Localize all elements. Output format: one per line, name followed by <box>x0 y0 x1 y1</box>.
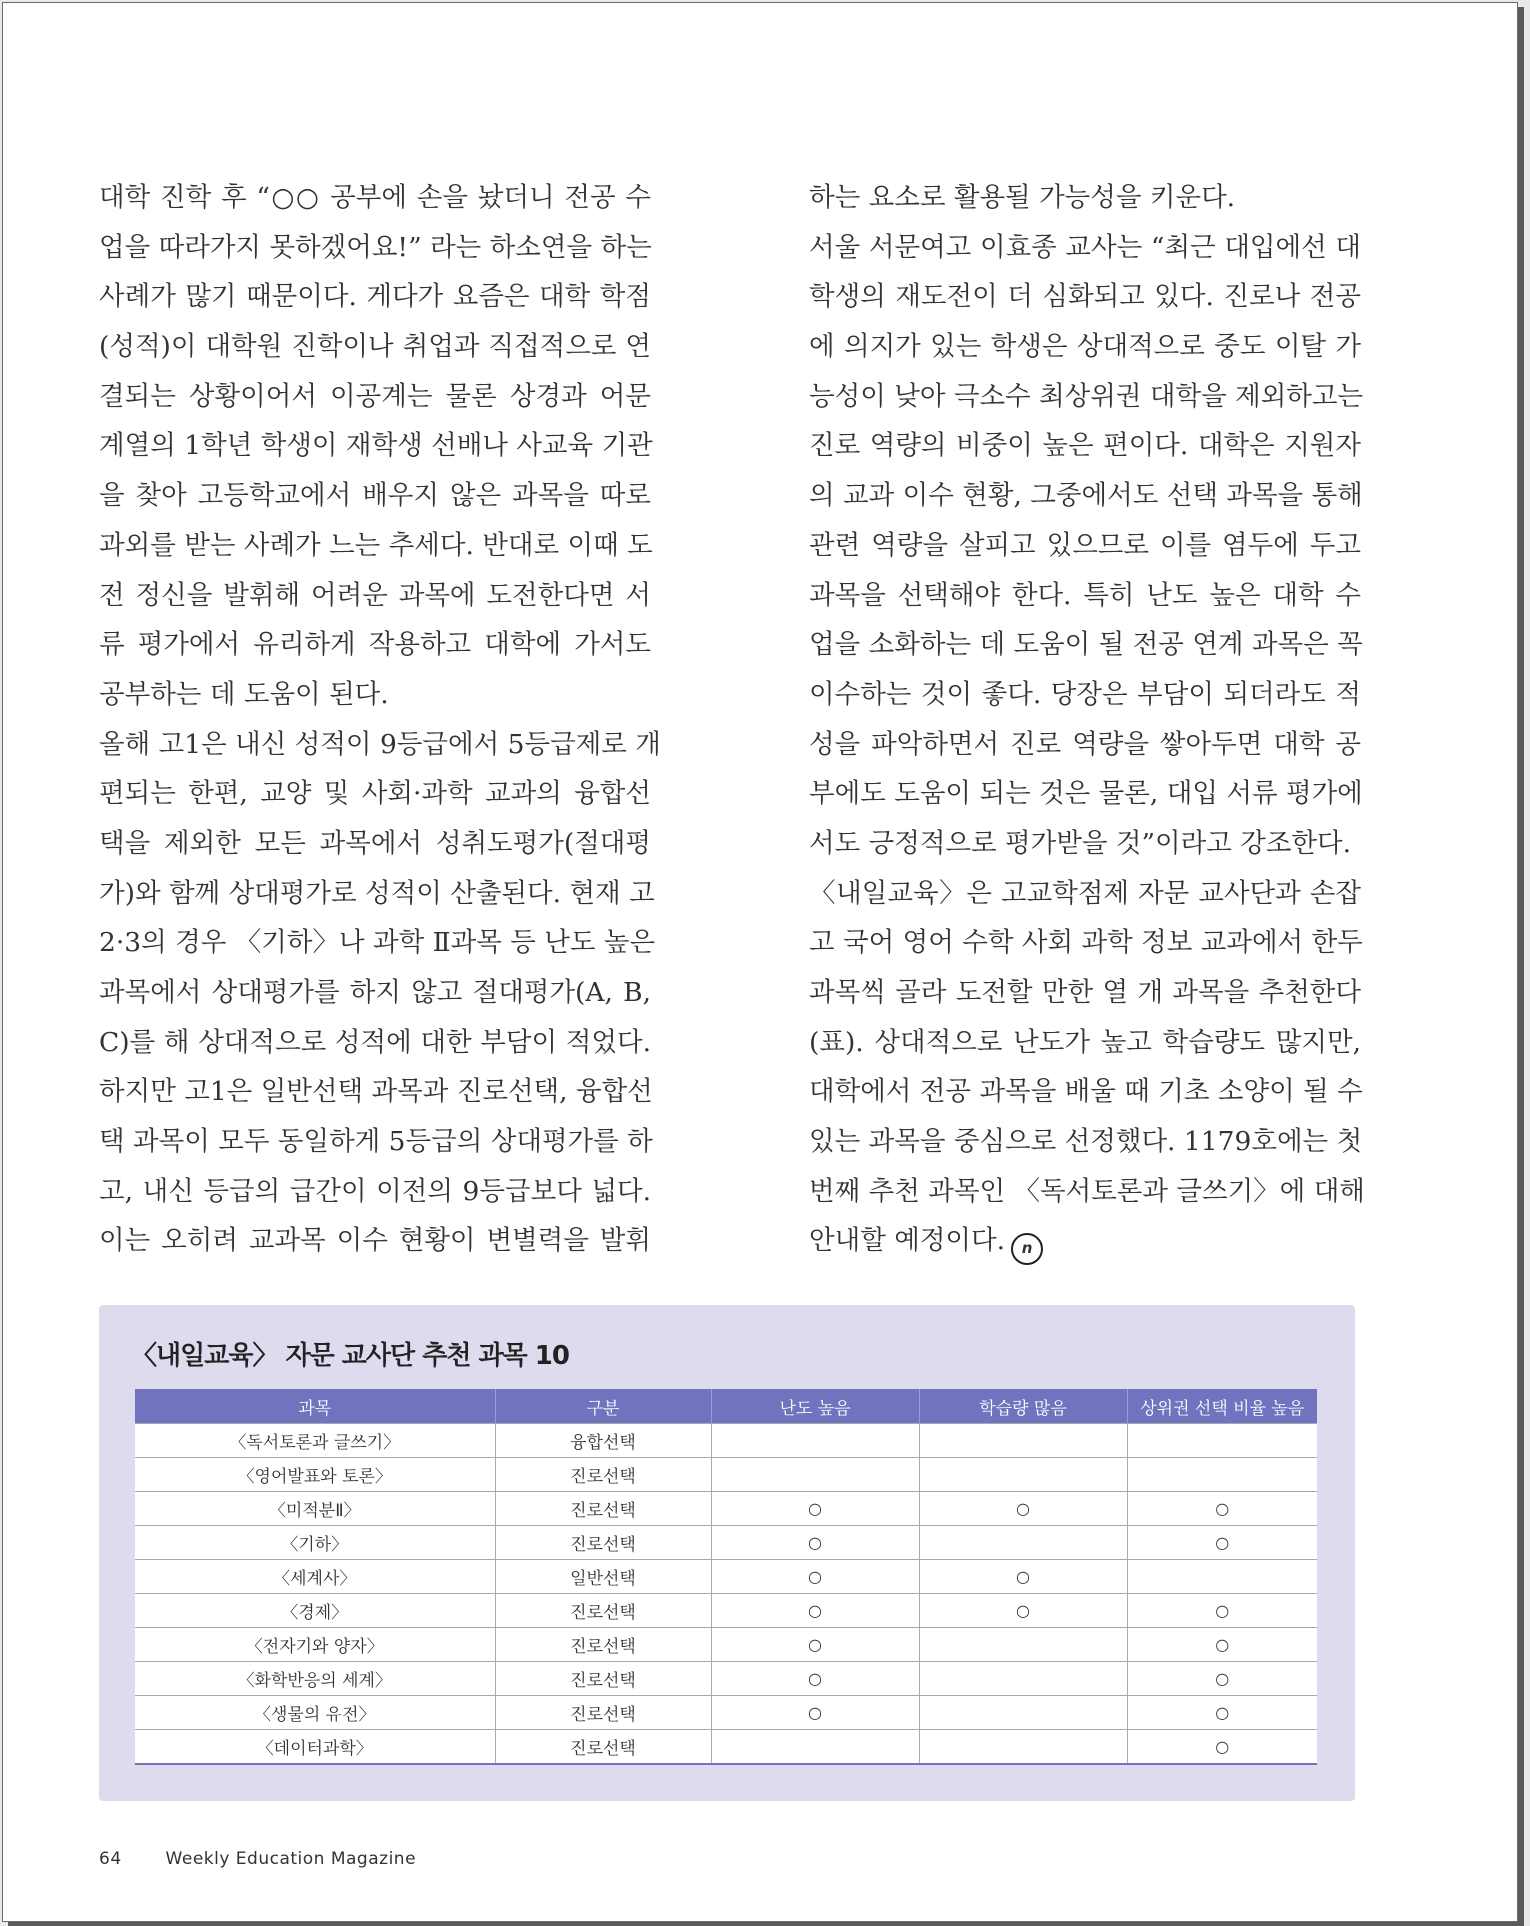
category-cell: 진로선택 <box>495 1526 711 1560</box>
text-line: 서도 긍정적으로 평가받을 것”이라고 강조한다. <box>809 827 1352 859</box>
mark-cell <box>919 1526 1127 1560</box>
recommendation-table <box>135 1389 1317 1765</box>
header-difficulty: 난도 높음 <box>711 1389 919 1424</box>
subject-cell: 〈전자기와 양자〉 <box>135 1628 495 1662</box>
mark-cell <box>919 1628 1127 1662</box>
mark-cell: ○ <box>1127 1526 1317 1560</box>
category-cell: 융합선택 <box>495 1424 711 1458</box>
text-line: (표). 상대적으로 난도가 높고 학습량도 많지만, <box>809 1026 1361 1058</box>
magazine-name: Weekly Education Magazine <box>165 1849 417 1869</box>
category-cell: 진로선택 <box>495 1594 711 1628</box>
text-line: C)를 해 상대적으로 성적에 대한 부담이 적었다. <box>99 1026 651 1058</box>
text-line: (성적)이 대학원 진학이나 취업과 직접적으로 연 <box>99 331 651 363</box>
text-line: 성을 파악하면서 진로 역량을 쌓아두면 대학 공 <box>809 728 1361 760</box>
text-line: 학생의 재도전이 더 심화되고 있다. 진로나 전공 <box>809 281 1361 313</box>
mark-cell <box>919 1424 1127 1458</box>
subject-cell: 〈데이터과학〉 <box>135 1730 495 1765</box>
mark-cell <box>711 1458 919 1492</box>
text-line: 고, 내신 등급의 급간이 이전의 9등급보다 넓다. <box>99 1175 651 1207</box>
category-cell: 진로선택 <box>495 1696 711 1730</box>
table-row <box>135 1662 1317 1696</box>
text-line: 택을 제외한 모든 과목에서 성취도평가(절대평 <box>99 827 651 859</box>
table-row <box>135 1594 1317 1628</box>
text-line: 능성이 낮아 극소수 최상위권 대학을 제외하고는 <box>809 380 1364 412</box>
subject-cell: 〈영어발표와 토론〉 <box>135 1458 495 1492</box>
category-cell: 진로선택 <box>495 1628 711 1662</box>
recommendation-box <box>99 1305 1355 1801</box>
text-line: 을 찾아 고등학교에서 배우지 않은 과목을 따로 <box>99 480 651 512</box>
mark-cell: ○ <box>1127 1492 1317 1526</box>
category-cell: 진로선택 <box>495 1730 711 1765</box>
category-cell: 진로선택 <box>495 1458 711 1492</box>
text-line: 결되는 상황이어서 이공계는 물론 상경과 어문 <box>99 380 651 412</box>
text-line: 2·3의 경우 〈기하〉나 과학 Ⅱ과목 등 난도 높은 <box>99 927 656 959</box>
mark-cell: ○ <box>711 1662 919 1696</box>
text-line: 택 과목이 모두 동일하게 5등급의 상대평가를 하 <box>99 1126 653 1158</box>
mark-cell: ○ <box>1127 1594 1317 1628</box>
text-line: 안내할 예정이다. n <box>809 1216 1361 1266</box>
text-line: 의 교과 이수 현황, 그중에서도 선택 과목을 통해 <box>809 480 1363 512</box>
mark-cell: ○ <box>919 1492 1127 1526</box>
text-line: 계열의 1학년 학생이 재학생 선배나 사교육 기관 <box>99 430 653 462</box>
mark-cell: ○ <box>1127 1662 1317 1696</box>
mark-cell <box>919 1730 1127 1765</box>
mark-cell: ○ <box>1127 1696 1317 1730</box>
mark-cell <box>1127 1458 1317 1492</box>
table-row <box>135 1492 1317 1526</box>
subject-cell: 〈화학반응의 세계〉 <box>135 1662 495 1696</box>
category-cell: 진로선택 <box>495 1662 711 1696</box>
text-line: 번째 추천 과목인 〈독서토론과 글쓰기〉에 대해 <box>809 1175 1365 1207</box>
text-line: 가)와 함께 상대평가로 성적이 산출된다. 현재 고 <box>99 877 655 909</box>
text-line: 올해 고1은 내신 성적이 9등급에서 5등급제로 개 <box>99 728 661 760</box>
text-line: 대학에서 전공 과목을 배울 때 기초 소양이 될 수 <box>809 1076 1363 1108</box>
magazine-page <box>2 2 1518 1922</box>
text-line: 업을 따라가지 못하겠어요!” 라는 하소연을 하는 <box>99 231 652 263</box>
text-line: 하는 요소로 활용될 가능성을 키운다. <box>809 182 1236 213</box>
text-line: 〈내일교육〉은 고교학점제 자문 교사단과 손잡 <box>809 877 1361 909</box>
category-cell: 진로선택 <box>495 1492 711 1526</box>
page-footer <box>99 1849 416 1869</box>
mark-cell: ○ <box>1127 1730 1317 1765</box>
table-row <box>135 1628 1317 1662</box>
table-row <box>135 1696 1317 1730</box>
page-number: 64 <box>99 1849 122 1869</box>
text-line: 부에도 도움이 되는 것은 물론, 대입 서류 평가에 <box>809 778 1363 810</box>
table-row <box>135 1458 1317 1492</box>
table-header-row <box>135 1389 1317 1424</box>
mark-cell: ○ <box>711 1492 919 1526</box>
mark-cell <box>1127 1560 1317 1594</box>
table-title: 〈내일교육〉 자문 교사단 추천 과목 10 <box>131 1341 569 1371</box>
subject-cell: 〈경제〉 <box>135 1594 495 1628</box>
mark-cell: ○ <box>711 1628 919 1662</box>
text-line: 과외를 받는 사례가 느는 추세다. 반대로 이때 도 <box>99 529 653 561</box>
text-line: 공부하는 데 도움이 된다. <box>99 678 389 710</box>
mark-cell: ○ <box>1127 1628 1317 1662</box>
left-column <box>99 173 661 1266</box>
end-mark-icon: n <box>1011 1233 1043 1265</box>
subject-cell: 〈생물의 유전〉 <box>135 1696 495 1730</box>
text-line: 관련 역량을 살피고 있으므로 이를 염두에 두고 <box>809 529 1361 561</box>
subject-cell: 〈독서토론과 글쓰기〉 <box>135 1424 495 1458</box>
text-line: 고 국어 영어 수학 사회 과학 정보 교과에서 한두 <box>809 927 1363 959</box>
table-row <box>135 1730 1317 1765</box>
table-row <box>135 1526 1317 1560</box>
text-line: 과목에서 상대평가를 하지 않고 절대평가(A, B, <box>99 977 651 1008</box>
text-line: 서울 서문여고 이효종 교사는 “최근 대입에선 대 <box>809 231 1361 263</box>
header-top-choice: 상위권 선택 비율 높음 <box>1127 1389 1317 1424</box>
text-line: 편되는 한편, 교양 및 사회·과학 교과의 융합선 <box>99 778 651 810</box>
mark-cell <box>711 1730 919 1765</box>
mark-cell: ○ <box>711 1696 919 1730</box>
right-column <box>809 173 1365 1266</box>
text-line: 하지만 고1은 일반선택 과목과 진로선택, 융합선 <box>99 1076 653 1108</box>
category-cell: 일반선택 <box>495 1560 711 1594</box>
text-line: 과목을 선택해야 한다. 특히 난도 높은 대학 수 <box>809 579 1361 611</box>
text-line: 과목씩 골라 도전할 만한 열 개 과목을 추천한다 <box>809 977 1361 1008</box>
text-line: 이는 오히려 교과목 이수 현황이 변별력을 발휘 <box>99 1225 651 1257</box>
text-line: 이수하는 것이 좋다. 당장은 부담이 되더라도 적 <box>809 678 1361 710</box>
mark-cell: ○ <box>711 1560 919 1594</box>
mark-cell: ○ <box>711 1594 919 1628</box>
table-body <box>135 1424 1317 1765</box>
table-row <box>135 1560 1317 1594</box>
text-line: 업을 소화하는 데 도움이 될 전공 연계 과목은 꼭 <box>809 629 1363 661</box>
subject-cell: 〈미적분Ⅱ〉 <box>135 1492 495 1526</box>
mark-cell <box>919 1662 1127 1696</box>
text-line: 진로 역량의 비중이 높은 편이다. 대학은 지원자 <box>809 430 1361 462</box>
mark-cell: ○ <box>711 1526 919 1560</box>
header-category: 구분 <box>495 1389 711 1424</box>
mark-cell <box>919 1458 1127 1492</box>
text-line: 에 의지가 있는 학생은 상대적으로 중도 이탈 가 <box>809 331 1361 363</box>
subject-cell: 〈세계사〉 <box>135 1560 495 1594</box>
mark-cell: ○ <box>919 1560 1127 1594</box>
header-subject: 과목 <box>135 1389 495 1424</box>
text-line: 사례가 많기 때문이다. 게다가 요즘은 대학 학점 <box>99 281 651 313</box>
subject-cell: 〈기하〉 <box>135 1526 495 1560</box>
mark-cell <box>919 1696 1127 1730</box>
mark-cell: ○ <box>919 1594 1127 1628</box>
text-line: 전 정신을 발휘해 어려운 과목에 도전한다면 서 <box>99 579 651 611</box>
table-row <box>135 1424 1317 1458</box>
mark-cell <box>711 1424 919 1458</box>
mark-cell <box>1127 1424 1317 1458</box>
text-line: 있는 과목을 중심으로 선정했다. 1179호에는 첫 <box>809 1126 1363 1158</box>
text-line: 류 평가에서 유리하게 작용하고 대학에 가서도 <box>99 629 651 661</box>
header-workload: 학습량 많음 <box>919 1389 1127 1424</box>
text-line: 대학 진학 후 “○○ 공부에 손을 놨더니 전공 수 <box>99 182 651 213</box>
